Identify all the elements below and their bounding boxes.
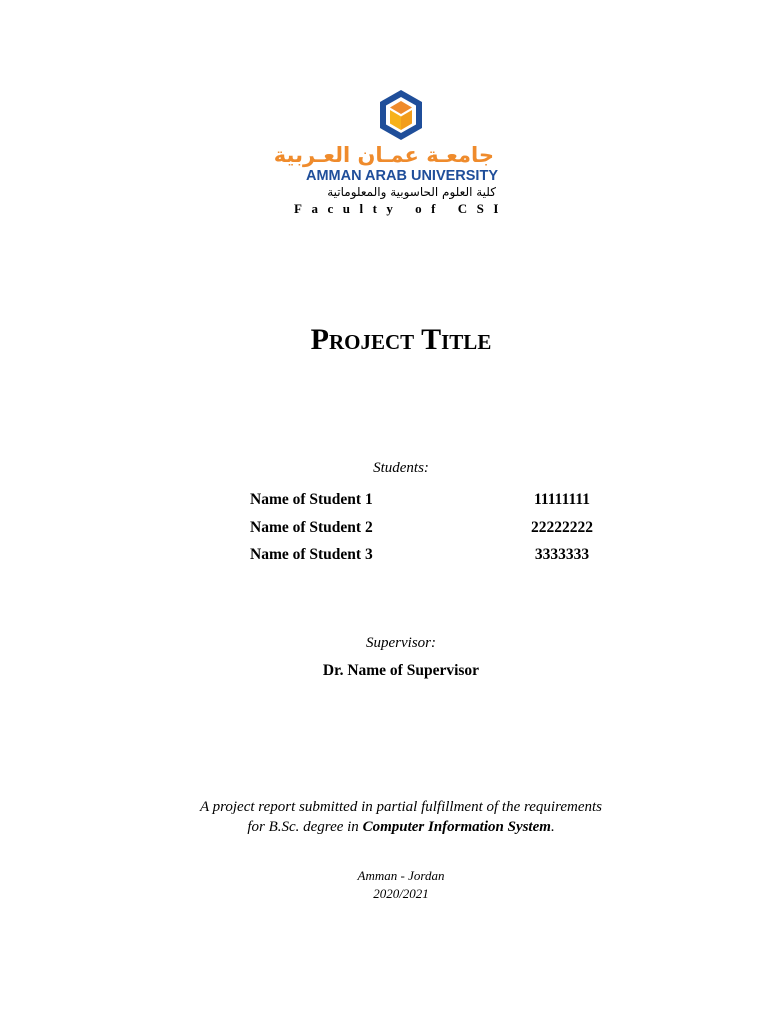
supervisor-name: Dr. Name of Supervisor — [322, 662, 480, 679]
program-name: Computer Information System — [362, 819, 551, 835]
student-name: Name of Student 2 — [250, 518, 373, 536]
student-row — [250, 490, 620, 518]
statement-degree-text: for B.Sc. degree in — [247, 819, 363, 835]
university-emblem-icon — [377, 88, 425, 142]
faculty-arabic-name: كلية العلوم الحاسوبية والمعلوماتية — [327, 185, 496, 199]
student-row — [250, 545, 620, 573]
student-name: Name of Student 1 — [250, 491, 373, 508]
supervisor-label: Supervisor: — [366, 635, 436, 651]
statement-period: . — [550, 819, 555, 835]
students-label: Students: — [373, 460, 429, 476]
university-arabic-name: جامعـة عمـان العـربية — [273, 143, 494, 167]
submission-statement — [0, 797, 768, 837]
student-id: 22222222 — [531, 518, 593, 536]
faculty-english-name: Faculty of CSI — [294, 201, 508, 216]
university-english-name: AMMAN ARAB UNIVERSITY — [306, 168, 498, 184]
location: Amman - Jordan — [357, 868, 445, 883]
student-id: 11111111 — [533, 491, 590, 508]
student-row — [250, 518, 620, 546]
statement-line-2 — [0, 817, 768, 837]
academic-year: 2020/2021 — [373, 886, 429, 901]
statement-line-1: A project report submitted in partial fulfillment of the requirements — [199, 799, 603, 815]
student-name: Name of Student 3 — [250, 546, 373, 563]
students-table — [250, 490, 620, 573]
student-id: 3333333 — [534, 546, 590, 563]
project-title: Project Title — [310, 323, 492, 356]
